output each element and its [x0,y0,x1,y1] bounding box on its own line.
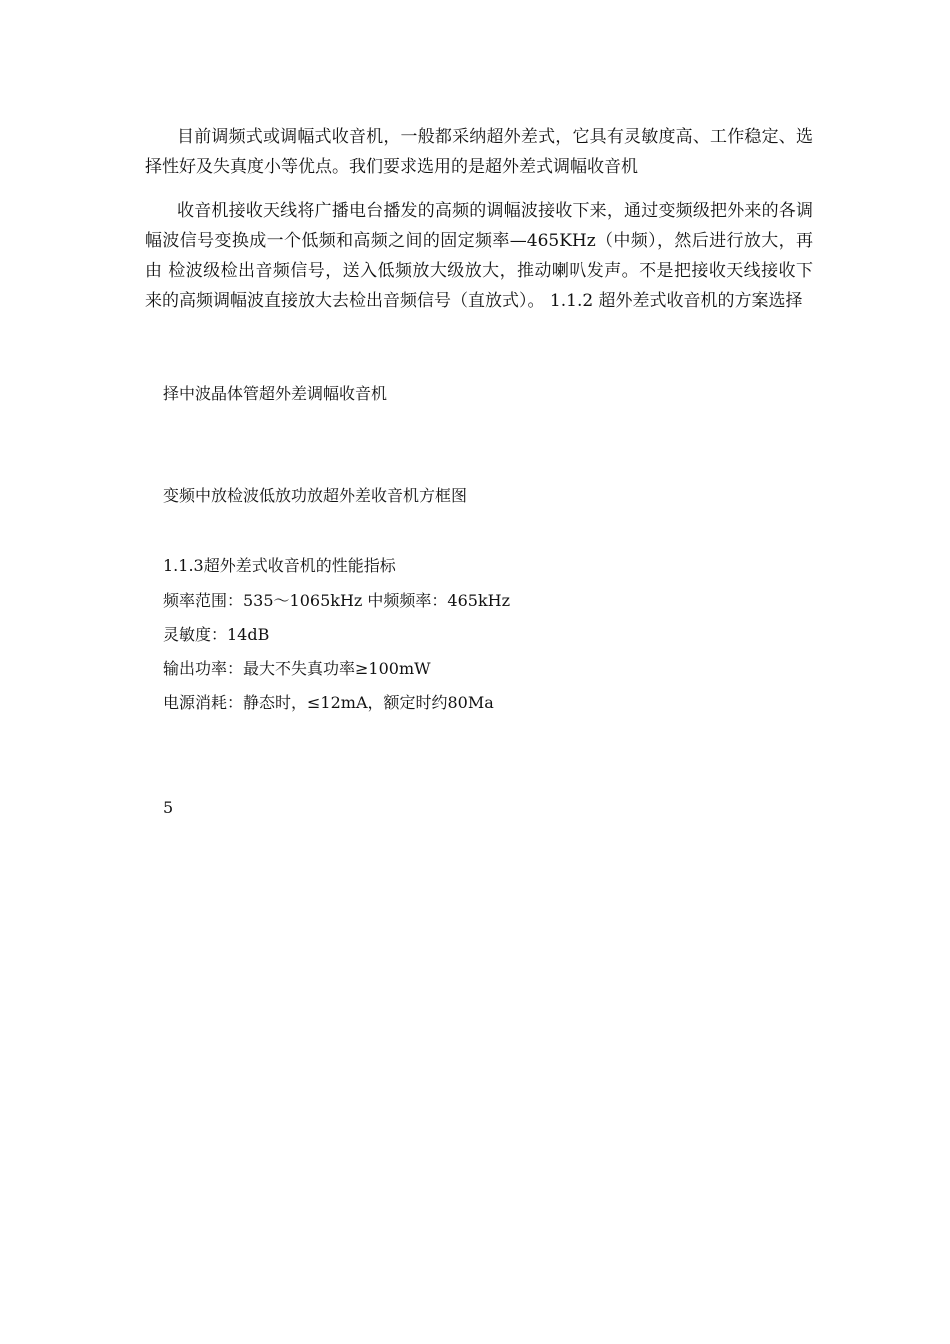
spec-heading: 1.1.3超外差式收音机的性能指标 [163,556,396,575]
spec-line-frequency: 频率范围：535～1065kHz 中频频率：465kHz [163,591,511,610]
spec-line-sensitivity: 灵敏度：14dB [163,625,270,644]
intro-paragraph: 目前调频式或调幅式收音机，一般都采纳超外差式，它具有灵敏度高、工作稳定、选择性好及失真度小等优点。我们要求选用的是超外差式调幅收音机 [145,127,813,177]
page-number: 5 [163,798,174,817]
spec-line-output-power: 输出功率：最大不失真功率≥100mW [163,659,431,678]
principle-paragraph: 收音机接收天线将广播电台播发的高频的调幅波接收下来，通过变频级把外来的各调幅波信号变换成一个低频和高频之间的固定频率—465KHz（中频），然后进行放大，再由 检波级检出音频信号，送入低频放大级放大，推动喇叭发声。不是把接收天线接收下来的高频调幅波直接放大去检出音频信号（直放式）。 1.1.2 超外差式收音机的方案选择 [145,201,813,311]
scheme-selection-line: 择中波晶体管超外差调幅收音机 [163,384,388,403]
block-diagram-caption: 变频中放检波低放功放超外差收音机方框图 [163,486,468,505]
spec-line-power-consumption: 电源消耗：静态时，≤12mA，额定时约80Ma [163,693,494,712]
